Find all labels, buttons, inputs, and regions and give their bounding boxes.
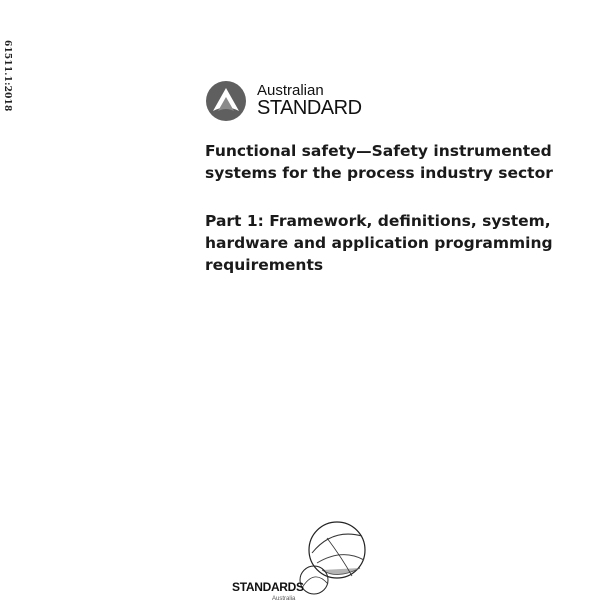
standards-subtext: Australia	[272, 596, 296, 602]
standards-australia-logo	[232, 518, 382, 600]
australian-standard-mark-icon	[205, 80, 247, 122]
logo-line-australian: Australian	[257, 82, 324, 99]
australian-standard-logo	[205, 80, 375, 124]
document-subtitle: Part 1: Framework, definitions, system, hardware and application programming requirements	[205, 212, 553, 274]
logo-line-standard: STANDARD	[257, 97, 362, 119]
document-code-vertical: 61511.1:2018	[2, 40, 12, 112]
standards-wordmark: STANDARDS	[232, 580, 304, 594]
document-title: Functional safety—Safety instrumented systems for the process industry sector	[205, 142, 553, 182]
